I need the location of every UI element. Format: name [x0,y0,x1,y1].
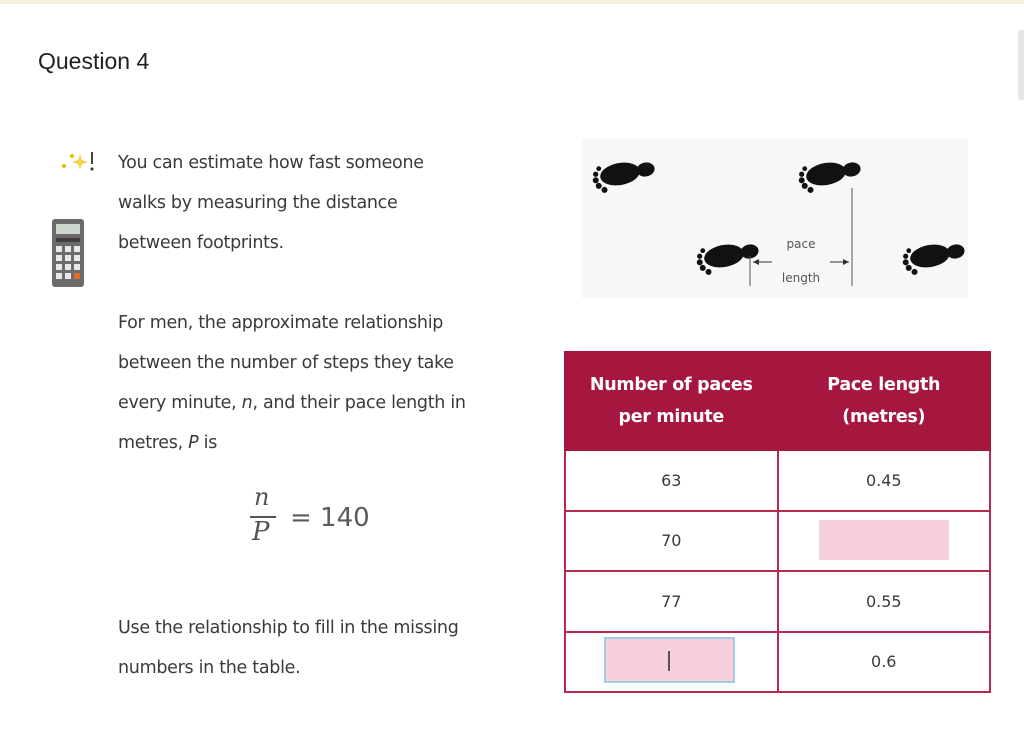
pace-label-line1: pace [786,237,816,251]
header-line: Pace length [827,375,941,395]
paces-table [564,351,991,693]
sparkle-icon [58,150,98,176]
formula-numerator: n [254,483,270,511]
paces-cell [565,511,778,572]
paces-cell [565,571,778,632]
cell-value: 70 [661,531,682,551]
table-header-length [778,352,991,450]
scroll-edge [1018,30,1024,100]
cell-value: 77 [661,591,682,611]
paces-cell [565,632,778,693]
formula-rhs: = 140 [290,503,370,533]
answer-input-paces[interactable] [604,637,735,683]
relationship-text [118,303,488,463]
cell-value: 63 [661,470,682,490]
instruction-text: Use the relationship to fill in the missing numbers in the table. [118,618,459,678]
length-cell [778,632,991,693]
length-cell [778,571,991,632]
cell-value: 0.45 [865,470,902,490]
table-row [565,511,990,572]
pace-label-line2: length [781,271,821,285]
header-line: per minute [618,407,724,427]
table-row [565,571,990,632]
n-symbol: n [241,393,253,413]
table-header-paces [565,352,778,450]
intro-text: You can estimate how fast someone walks by measuring the distance between footprints. [118,153,424,253]
relationship-text-part: , and their pace length in metres, [118,393,466,453]
formula [246,483,406,563]
length-cell [778,511,991,572]
table-row [565,632,990,693]
header-line: (metres) [842,407,926,427]
footprints-diagram [582,138,968,298]
table-row [565,450,990,511]
header-line: Number of paces [589,375,753,395]
p-symbol: P [188,433,199,453]
cell-value: 0.55 [865,591,902,611]
question-title: Question 4 [38,48,150,74]
relationship-text-part: For men, the approximate relationship between the number of steps they take every minute, [118,313,454,413]
length-cell [778,450,991,511]
top-strip [0,0,1024,4]
paces-cell [565,450,778,511]
cell-value: 0.6 [871,652,897,672]
text-caret [668,651,670,671]
formula-denominator: P [252,517,270,547]
answer-input-pace-length[interactable] [819,520,949,560]
relationship-text-part: is [198,433,218,453]
calculator-icon [51,218,85,288]
